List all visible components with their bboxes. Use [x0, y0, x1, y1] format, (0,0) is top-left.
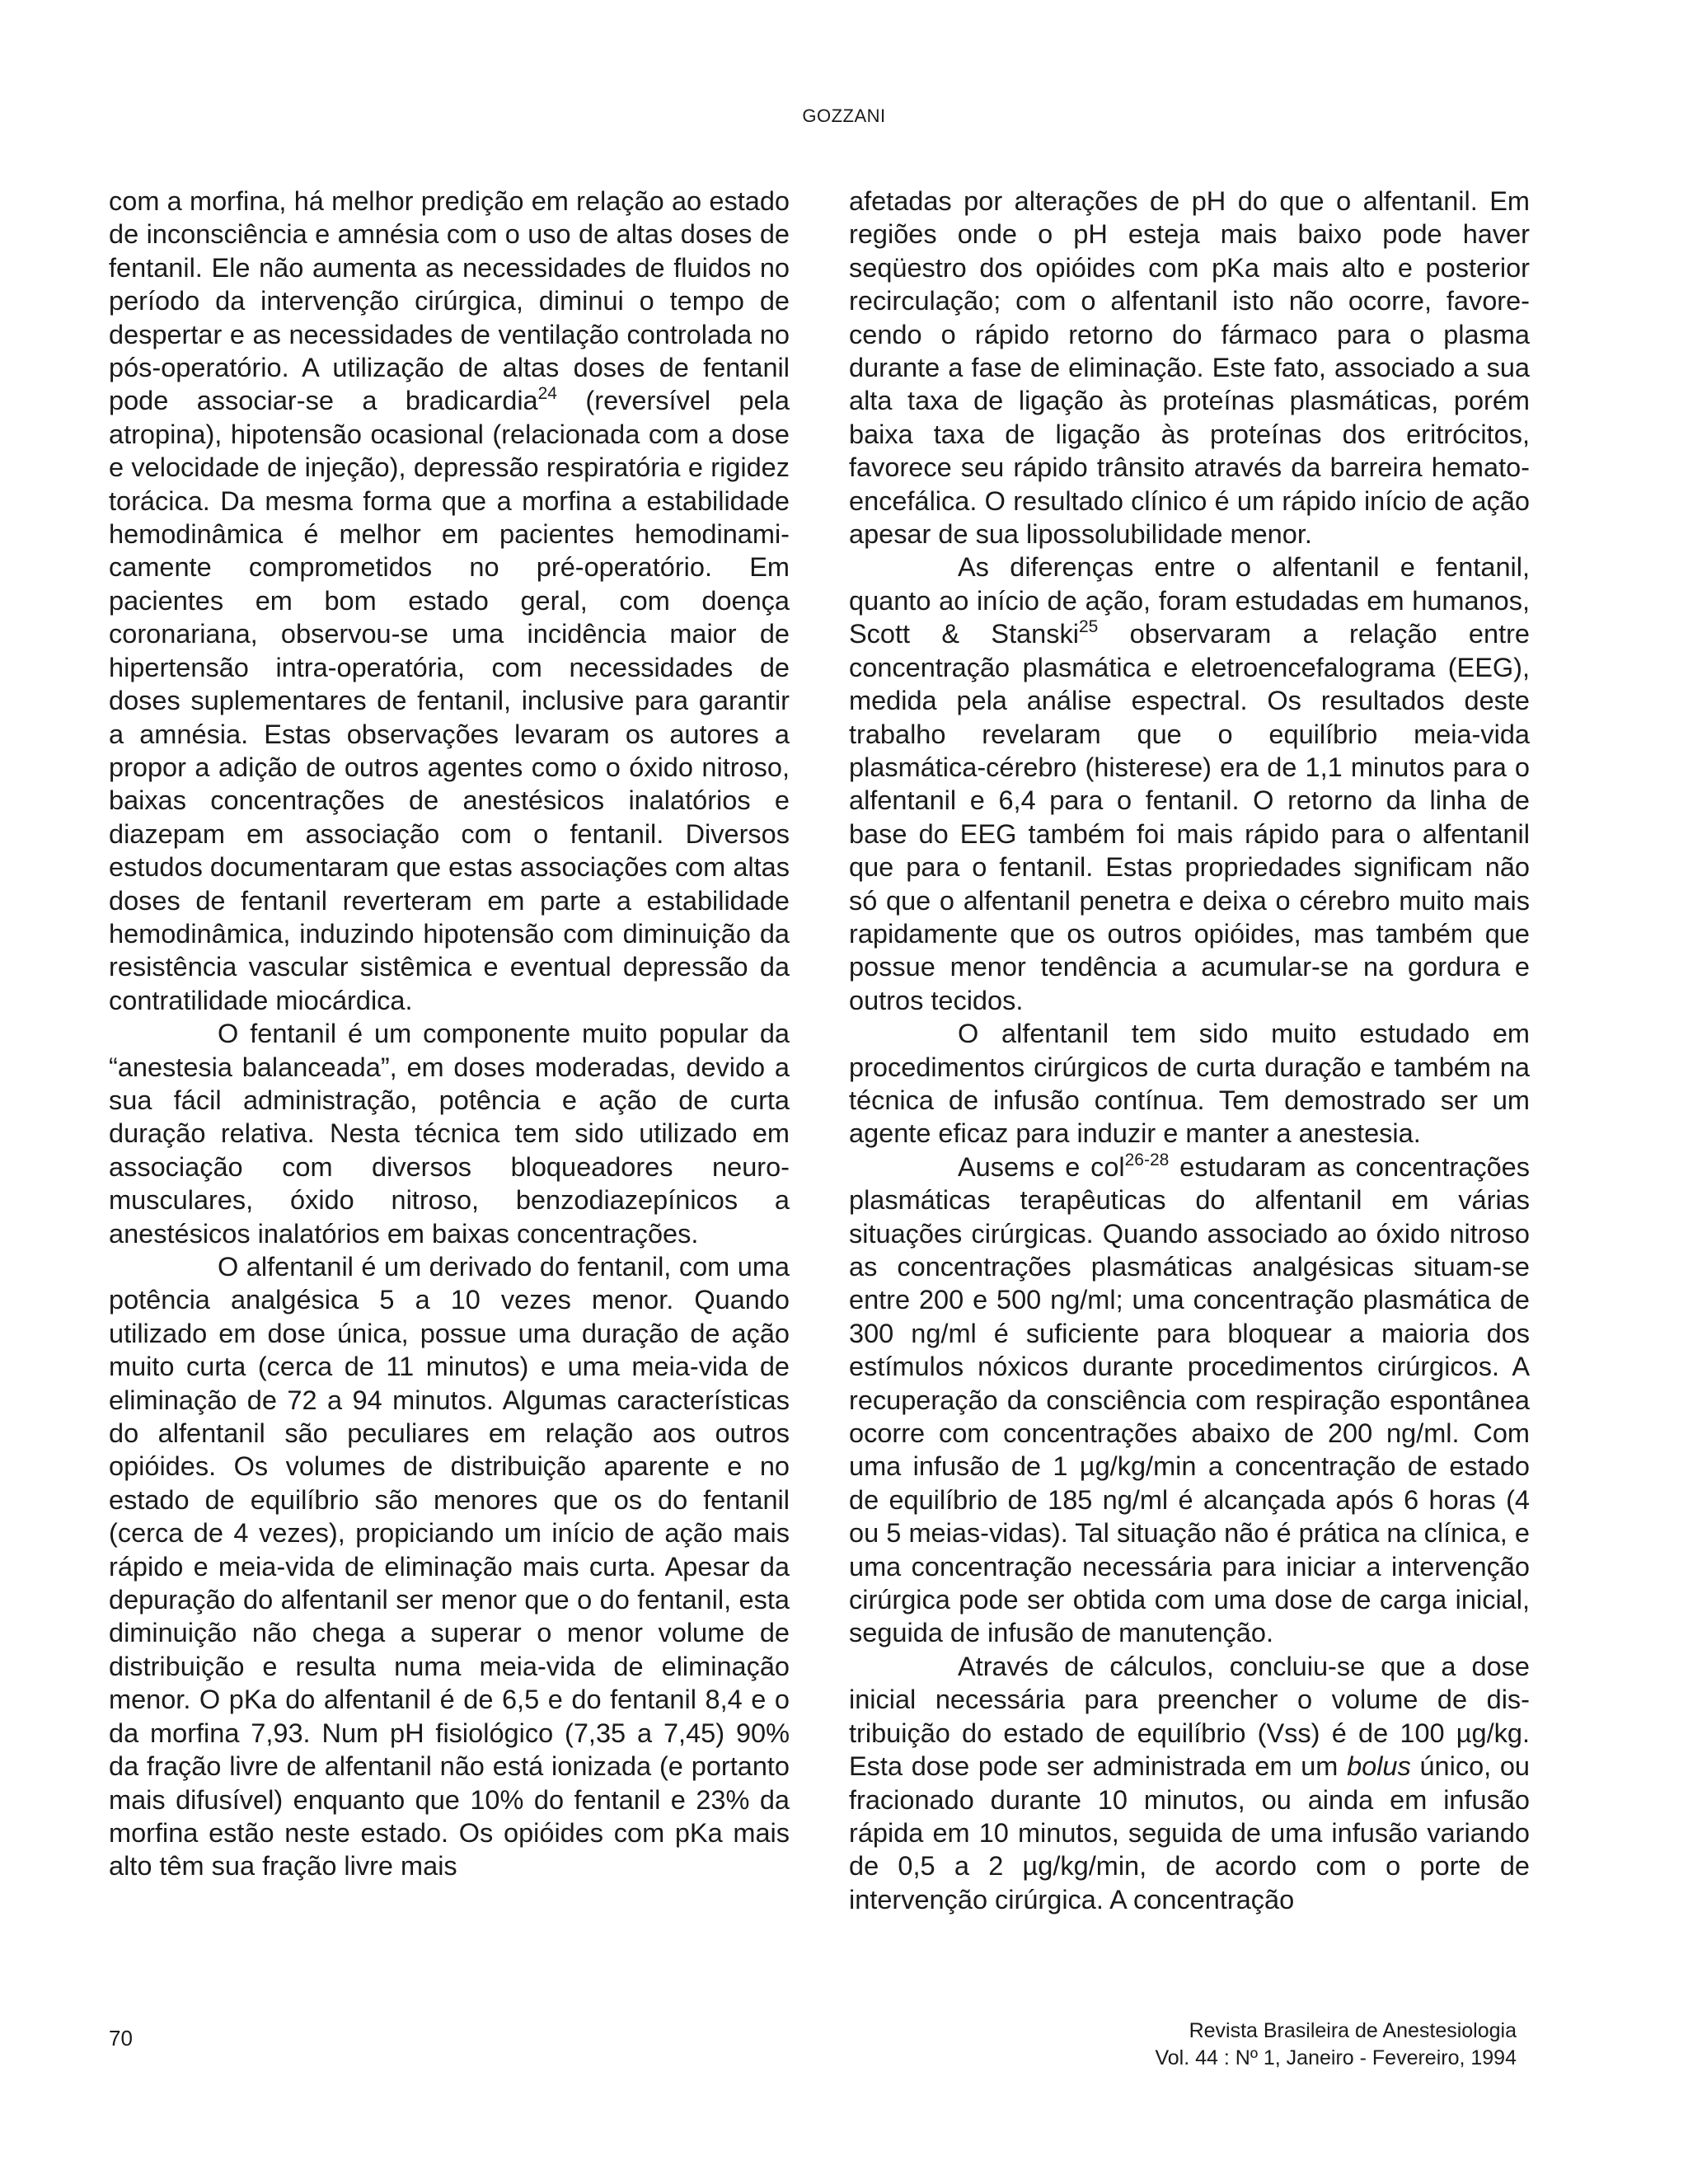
paragraph: Ausems e col$^{26-28}$ estudaram as concentrações plasmáticas terapêuticas do alfentanil em várias situações cirúrgicas. Quando associado ao óxido nitroso as concentrações plasmáticas analgésicas situam-se entre 200 e 500 ng/ml; uma concentração plasmática de 300 ng/ml é suficiente para bloquear a maioria dos estímulos nóxicos durante procedimentos cirúrgicos. A recuperação da consciência com respiração espontânea ocorre com concentrações abaixo de 200 ng/ml. Com uma infusão de 1 µg/kg/min a concentração de estado de equilíbrio de 185 ng/ml é alcançada após 6 horas (4 ou 5 meias-vidas). Tal situação não é prática na clínica, e uma concentração necessária para iniciar a intervenção cirúrgica pode ser obtida com uma dose de carga inicial, seguida de infusão de manutenção. [849, 1150, 1530, 1648]
right-column [849, 185, 1530, 1916]
journal-name: Revista Brasileira de Anestesiologia [1189, 2019, 1517, 2042]
reference-superscript: 24 [537, 384, 557, 404]
paragraph: As diferenças entre o alfentanil e fentanil, quanto ao início de ação, foram estudadas em humanos, Scott & Stanski$^{25}$ observaram a relação entre concentração plasmática e eletroencefalograma (EEG), medida pela análise espectral. Os resultados deste trabalho revelaram que o equilíbrio meia-vida plasmática-cérebro (histerese) era de 1,1 minutos para o alfentanil e 6,4 para o fentanil. O retorno da linha de base do EEG também foi mais rápido para o alfentanil que para o fentanil. Estas propriedades significam não só que o alfentanil penetra e deixa o cérebro muito mais rapidamente que os outros opióides, mas também que possue menor tendência a acumular-se na gordura e outros tecidos. [849, 552, 1530, 1015]
left-column [109, 185, 790, 1883]
paragraph: afetadas por alterações de pH do que o alfentanil. Em regiões onde o pH esteja mais baixo pode haver seqüestro dos opióides com pKa mais alto e posterior recirculação; com o alfentanil isto não ocorre, favorecendo o rápido retorno do fármaco para o plasma durante a fase de eliminação. Este fato, associado a sua alta taxa de ligação às proteínas plasmáticas, porém baixa taxa de ligação às proteínas dos eritrócitos, favorece seu rápido trânsito através da barreira hemato-encefálica. O resultado clínico é um rápido início de ação apesar de sua lipossolubilidade menor. [849, 186, 1530, 550]
paragraph: O fentanil é um componente muito popular da “anestesia balanceada”, em doses moderadas, devido a sua fácil administração, potência e ação de curta duração relativa. Nesta técnica tem sido utilizado em associação com diversos bloqueadores neuro-musculares, óxido nitroso, benzodiazepínicos a anestésicos inalatórios em baixas concentrações. [109, 1019, 790, 1249]
paragraph: O alfentanil é um derivado do fentanil, com uma potência analgésica 5 a 10 vezes menor. Quando utilizado em dose única, possue uma duração de ação muito curta (cerca de 11 minutos) e uma meia-vida de eliminação de 72 a 94 minutos. Algumas características do alfentanil são peculiares em relação aos outros opióides. Os volumes de distribuição aparente e no estado de equilíbrio são menores que os do fentanil (cerca de 4 vezes), propiciando um início de ação mais rápido e meia-vida de eliminação mais curta. Apesar da depuração do alfentanil ser menor que o do fentanil, esta diminuição não chega a superar o menor volume de distribuição e resulta numa meia-vida de eliminação menor. O pKa do alfentanil é de 6,5 e do fentanil 8,4 e o da morfina 7,93. Num pH fisiológico (7,35 a 7,45) 90% da fração livre de alfentanil não está ionizada (e portanto mais difusível) enquanto que 10% do fentanil e 23% da morfina estão neste estado. Os opióides com pKa mais alto têm sua fração livre mais [109, 1252, 790, 1882]
paragraph: com a morfina, há melhor predição em relação ao estado de inconsciência e amnésia com o uso de altas doses de fentanil. Ele não aumenta as necessidades de fluidos no período da intervenção cirúrgica, diminui o tempo de despertar e as necessidades de ventilação controlada no pós-operatório. A utilização de altas doses de fentanil pode associar-se a bradicardia$^{24}$ (reversível pela atropina), hipotensão ocasional (relacionada com a dose e velocidade de injeção), depressão respiratória e rigidez torácica. Da mesma forma que a morfina a estabilidade hemodinâmica é melhor em pacientes hemodinamicamente comprometidos no pré-operatório. Em pacientes em bom estado geral, com doença coronariana, observou-se uma incidência maior de hipertensão intra-operatória, com necessidades de doses suplementares de fentanil, inclusive para garantir a amnésia. Estas observações levaram os autores a propor a adição de outros agentes como o óxido nitroso, baixas concentrações de anestésicos inalatórios e diazepam em associação com o fentanil. Diversos estudos documentaram que estas associações com altas doses de fentanil reverteram em parte a estabilidade hemodinâmica, induzindo hipotensão com diminuição da resistência vascular sistêmica e eventual depressão da contratilidade miocárdica. [109, 186, 790, 1015]
italic-term: bolus [1347, 1751, 1411, 1782]
paragraph: Através de cálculos, concluiu-se que a dose inicial necessária para preencher o volume de distribuição do estado de equilíbrio (Vss) é de 100 µg/kg. Esta dose pode ser administrada em um bolus único, ou fracionado durante 10 minutos, ou ainda em infusão rápida em 10 minutos, seguida de uma infusão variando de 0,5 a 2 µg/kg/min, de acordo com o porte de intervenção cirúrgica. A concentração [849, 1651, 1530, 1915]
running-header: GOZZANI [802, 105, 886, 126]
reference-superscript: 26-28 [1124, 1150, 1170, 1169]
journal-volume: Vol. 44 : Nº 1, Janeiro - Fevereiro, 1994 [1155, 2046, 1517, 2069]
paragraph: O alfentanil tem sido muito estudado em procedimentos cirúrgicos de curta duração e também na técnica de infusão contínua. Tem demostrado ser um agente eficaz para induzir e manter a anestesia. [849, 1019, 1530, 1149]
journal-citation [1155, 2018, 1517, 2072]
page-number: 70 [109, 2026, 133, 2050]
reference-superscript: 25 [1078, 617, 1099, 637]
